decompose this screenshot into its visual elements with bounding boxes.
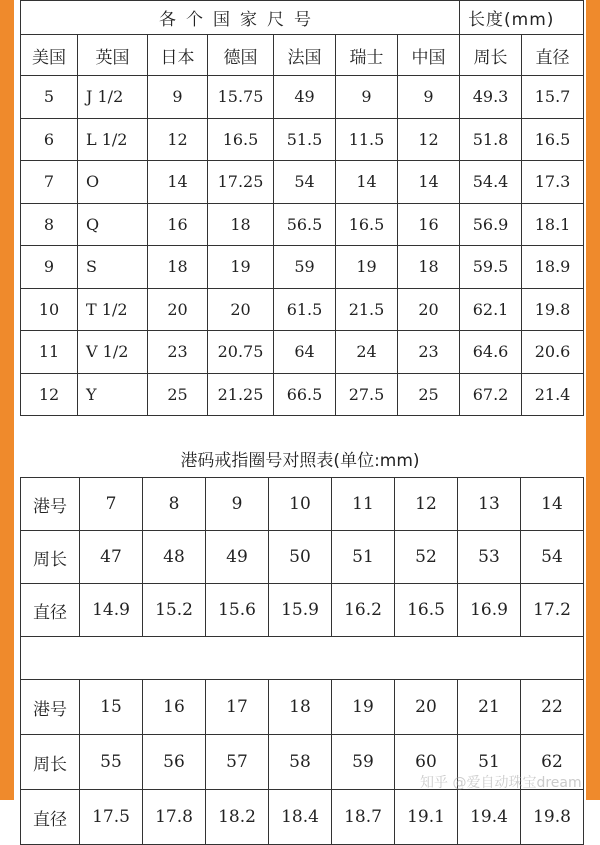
table-cell: 18.7 <box>332 790 395 845</box>
column-header: 德国 <box>208 35 274 76</box>
table-row <box>21 331 584 374</box>
table-row <box>21 118 584 161</box>
table-cell: 19.4 <box>458 790 521 845</box>
table-cell: 21.25 <box>208 373 274 416</box>
left-orange-border <box>0 0 14 800</box>
table-cell: J 1/2 <box>78 76 148 119</box>
table-cell: 19.8 <box>522 288 584 331</box>
right-orange-border <box>586 0 600 800</box>
watermark: 知乎 @爱自动珠宝dream <box>420 775 582 791</box>
table-cell: 9 <box>398 76 460 119</box>
table-cell: 10 <box>21 288 78 331</box>
table-cell: 18.9 <box>522 246 584 289</box>
table-cell: 16 <box>148 203 208 246</box>
table-cell: 14 <box>398 161 460 204</box>
table-cell: 18.4 <box>269 790 332 845</box>
table-cell: 15.2 <box>143 584 206 637</box>
table-cell: 59.5 <box>460 246 522 289</box>
table-cell: 56.9 <box>460 203 522 246</box>
table-row <box>21 373 584 416</box>
table-cell: O <box>78 161 148 204</box>
table-cell: 64.6 <box>460 331 522 374</box>
table-cell: 9 <box>148 76 208 119</box>
table-cell: 20.6 <box>522 331 584 374</box>
table-cell: 19.1 <box>395 790 458 845</box>
table-cell: 21.5 <box>336 288 398 331</box>
row-label: 港号 <box>21 478 80 531</box>
table-cell: 60 <box>395 735 458 790</box>
table-cell: 27.5 <box>336 373 398 416</box>
table-cell: T 1/2 <box>78 288 148 331</box>
table-cell: 16.5 <box>208 118 274 161</box>
table-cell: 47 <box>80 531 143 584</box>
table-cell: 8 <box>143 478 206 531</box>
column-header: 瑞士 <box>336 35 398 76</box>
table-cell: 51 <box>332 531 395 584</box>
table-cell: 20 <box>398 288 460 331</box>
table-row <box>21 531 584 584</box>
table-cell: 19 <box>332 680 395 735</box>
table-cell: 16 <box>398 203 460 246</box>
column-header: 直径 <box>522 35 584 76</box>
table-cell: 9 <box>336 76 398 119</box>
table-cell: 15 <box>80 680 143 735</box>
table-cell: 11 <box>332 478 395 531</box>
table-cell: 17.5 <box>80 790 143 845</box>
table-cell: 18 <box>208 203 274 246</box>
table-cell: 11 <box>21 331 78 374</box>
table-row <box>21 203 584 246</box>
row-label: 港号 <box>21 680 80 735</box>
table-cell: Y <box>78 373 148 416</box>
table-cell: 14 <box>336 161 398 204</box>
table-cell: 17.8 <box>143 790 206 845</box>
length-header: 长度(mm) <box>460 1 584 35</box>
table-cell: 16 <box>143 680 206 735</box>
table-cell: 53 <box>458 531 521 584</box>
table-cell: 56.5 <box>274 203 336 246</box>
table-cell: 20 <box>208 288 274 331</box>
table-cell: 18 <box>398 246 460 289</box>
table-cell: 54 <box>274 161 336 204</box>
table-cell: 19 <box>208 246 274 289</box>
table-cell: 14 <box>148 161 208 204</box>
table-cell: 61.5 <box>274 288 336 331</box>
table-cell: 16.5 <box>522 118 584 161</box>
table-row <box>21 246 584 289</box>
row-label: 周长 <box>21 531 80 584</box>
table-cell: 20 <box>395 680 458 735</box>
international-ring-size-table <box>20 0 584 416</box>
table-cell: 16.2 <box>332 584 395 637</box>
table-cell: 7 <box>80 478 143 531</box>
table-cell: 58 <box>269 735 332 790</box>
column-header: 中国 <box>398 35 460 76</box>
column-header: 日本 <box>148 35 208 76</box>
table-row <box>21 790 584 845</box>
table-cell: 67.2 <box>460 373 522 416</box>
table-cell: 11.5 <box>336 118 398 161</box>
table-cell: 5 <box>21 76 78 119</box>
table-row <box>21 161 584 204</box>
table-cell: 51.5 <box>274 118 336 161</box>
table-cell: 15.9 <box>269 584 332 637</box>
table-cell: 21 <box>458 680 521 735</box>
table-cell: 9 <box>21 246 78 289</box>
table-cell: 49 <box>274 76 336 119</box>
row-label: 直径 <box>21 790 80 845</box>
table-cell: 15.6 <box>206 584 269 637</box>
row-label: 直径 <box>21 584 80 637</box>
table-cell: 9 <box>206 478 269 531</box>
column-header: 周长 <box>460 35 522 76</box>
table-cell: 25 <box>148 373 208 416</box>
table-row <box>21 288 584 331</box>
table-cell: 51 <box>458 735 521 790</box>
table-cell: 19.8 <box>521 790 584 845</box>
table-cell: 19 <box>336 246 398 289</box>
table-cell: 52 <box>395 531 458 584</box>
table-cell: 18 <box>269 680 332 735</box>
table-cell: S <box>78 246 148 289</box>
table-cell: 64 <box>274 331 336 374</box>
table-cell: 62 <box>521 735 584 790</box>
table-cell: 54.4 <box>460 161 522 204</box>
table-cell: 49.3 <box>460 76 522 119</box>
table-cell: 15.75 <box>208 76 274 119</box>
table-cell: 18 <box>148 246 208 289</box>
table-cell: 55 <box>80 735 143 790</box>
table-cell: 24 <box>336 331 398 374</box>
table-cell: 16.9 <box>458 584 521 637</box>
row-label: 周长 <box>21 735 80 790</box>
table-cell: V 1/2 <box>78 331 148 374</box>
table-cell: 10 <box>269 478 332 531</box>
table-cell: 12 <box>21 373 78 416</box>
table-cell: 56 <box>143 735 206 790</box>
table-cell: 21.4 <box>522 373 584 416</box>
table-cell: 14.9 <box>80 584 143 637</box>
country-size-header: 各个国家尺号 <box>21 1 460 35</box>
table-cell: 12 <box>395 478 458 531</box>
table-cell: 49 <box>206 531 269 584</box>
table-cell: 15.7 <box>522 76 584 119</box>
hk-table-title: 港码戒指圈号对照表(单位:mm) <box>180 451 420 471</box>
table-cell: 8 <box>21 203 78 246</box>
table-cell: 62.1 <box>460 288 522 331</box>
table-cell: 14 <box>521 478 584 531</box>
table-cell: 16.5 <box>336 203 398 246</box>
table-cell: 17 <box>206 680 269 735</box>
table-cell: 18.1 <box>522 203 584 246</box>
table-cell: Q <box>78 203 148 246</box>
table-cell: 59 <box>274 246 336 289</box>
column-header: 美国 <box>21 35 78 76</box>
table-cell: 17.25 <box>208 161 274 204</box>
table-cell: 20 <box>148 288 208 331</box>
table-cell: 17.3 <box>522 161 584 204</box>
table-cell: 12 <box>148 118 208 161</box>
spacer-row <box>21 637 584 680</box>
table-cell: 7 <box>21 161 78 204</box>
table-cell: 23 <box>148 331 208 374</box>
table-row <box>21 76 584 119</box>
table-cell: L 1/2 <box>78 118 148 161</box>
spacer-cell <box>21 637 584 680</box>
table-cell: 66.5 <box>274 373 336 416</box>
table-cell: 25 <box>398 373 460 416</box>
column-header: 英国 <box>78 35 148 76</box>
table-cell: 59 <box>332 735 395 790</box>
table-row <box>21 584 584 637</box>
table-cell: 23 <box>398 331 460 374</box>
table-cell: 50 <box>269 531 332 584</box>
table-cell: 51.8 <box>460 118 522 161</box>
table-cell: 12 <box>398 118 460 161</box>
table-cell: 18.2 <box>206 790 269 845</box>
table-cell: 20.75 <box>208 331 274 374</box>
table-cell: 54 <box>521 531 584 584</box>
table-row <box>21 478 584 531</box>
table-cell: 48 <box>143 531 206 584</box>
table-cell: 57 <box>206 735 269 790</box>
table-cell: 17.2 <box>521 584 584 637</box>
table-cell: 6 <box>21 118 78 161</box>
table-cell: 16.5 <box>395 584 458 637</box>
column-header: 法国 <box>274 35 336 76</box>
table-row <box>21 680 584 735</box>
table-cell: 22 <box>521 680 584 735</box>
table-cell: 13 <box>458 478 521 531</box>
